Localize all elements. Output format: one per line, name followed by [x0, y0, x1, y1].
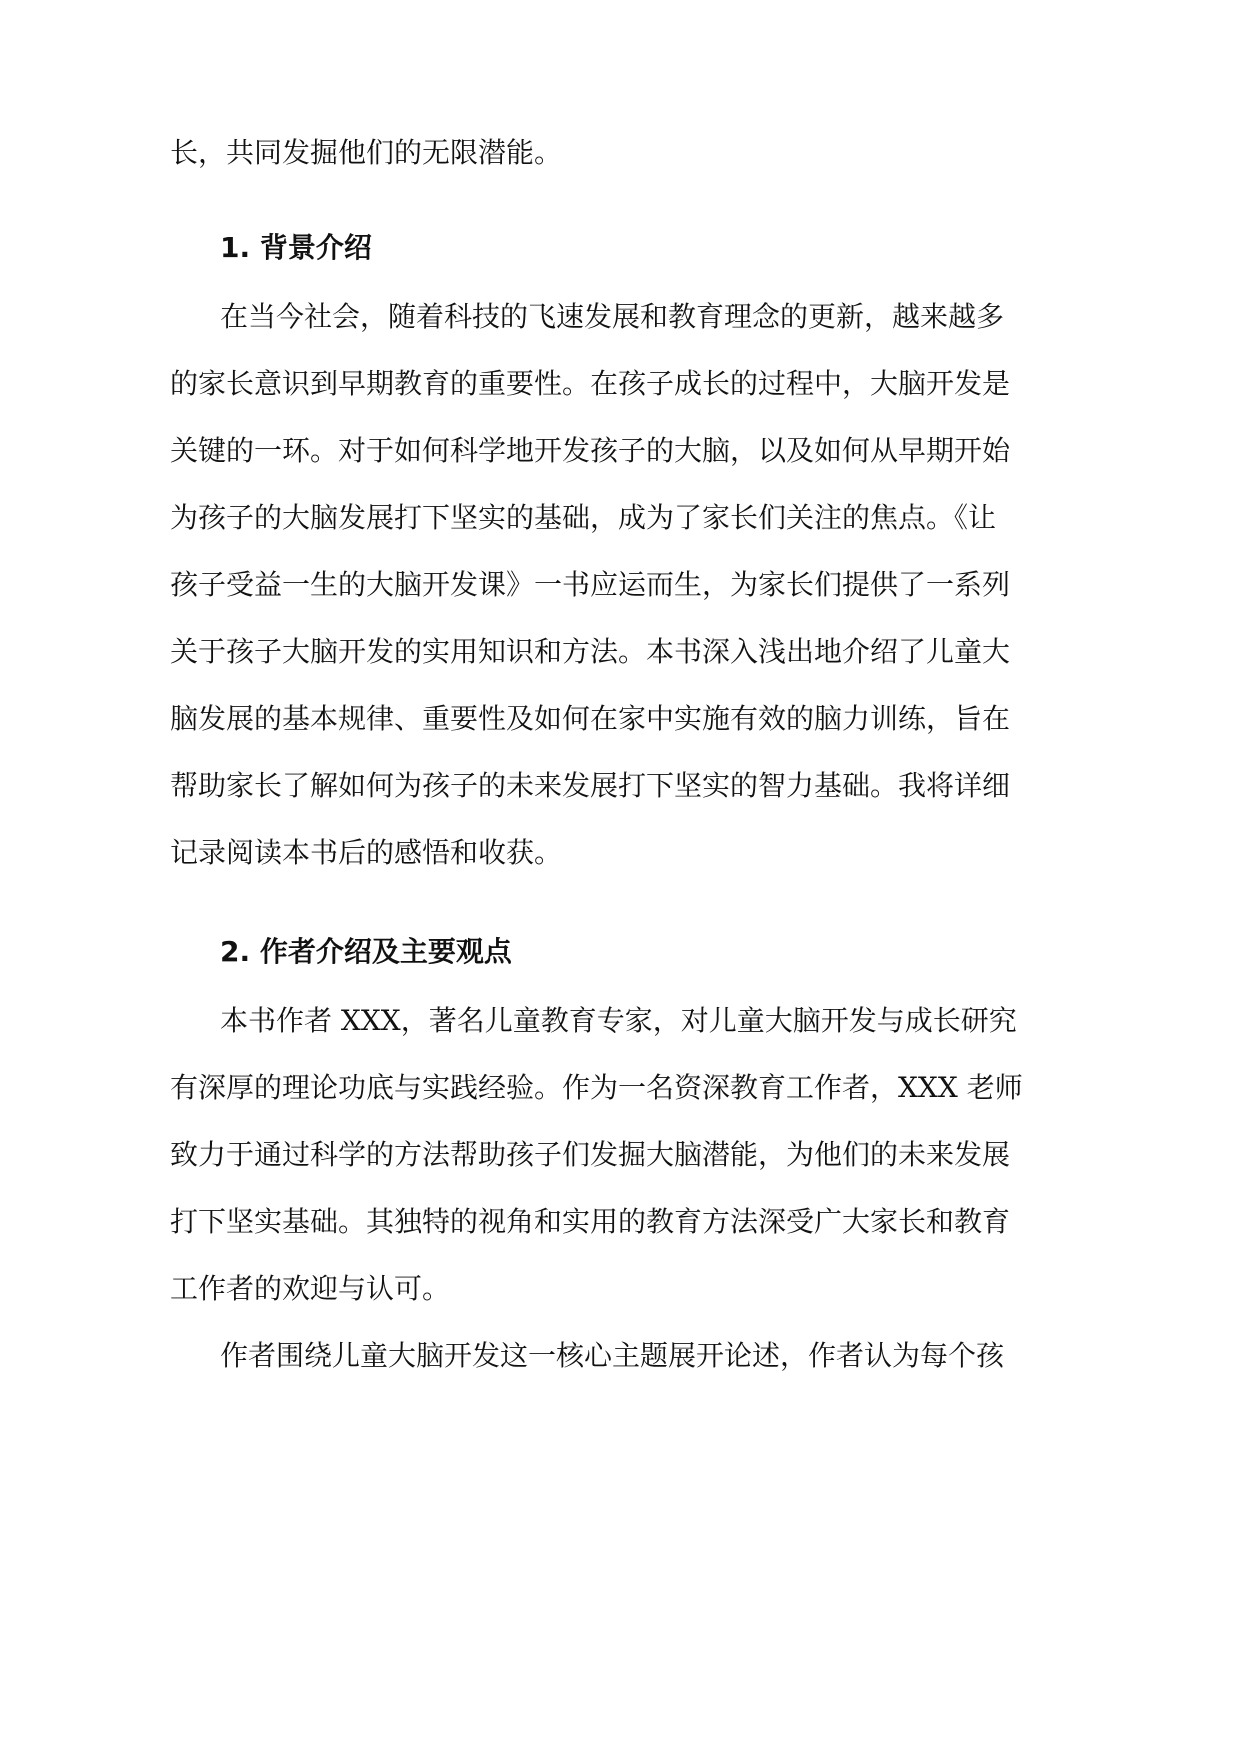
text-line: 致力于通过科学的方法帮助孩子们发掘大脑潜能，为他们的未来发展 [170, 1138, 1011, 1171]
text-line: 关于孩子大脑开发的实用知识和方法。本书深入浅出地介绍了儿童大 [170, 635, 1011, 668]
section-heading-author: 2. 作者介绍及主要观点 [220, 935, 512, 968]
text-line: 孩子受益一生的大脑开发课》一书应运而生，为家长们提供了一系列 [170, 568, 1011, 601]
text-line: 在当今社会，随着科技的飞速发展和教育理念的更新，越来越多 [220, 300, 1005, 333]
text-line: 记录阅读本书后的感悟和收获。 [170, 836, 563, 869]
continuation-line-1: 长，共同发掘他们的无限潜能。 [170, 136, 563, 169]
text-line: 打下坚实基础。其独特的视角和实用的教育方法深受广大家长和教育 [170, 1205, 1011, 1238]
text-line: 关键的一环。对于如何科学地开发孩子的大脑，以及如何从早期开始 [170, 434, 1011, 467]
text-line: 作者围绕儿童大脑开发这一核心主题展开论述，作者认为每个孩 [220, 1339, 1005, 1372]
text-line: 本书作者 XXX，著名儿童教育专家，对儿童大脑开发与成长研究 [220, 1004, 1017, 1037]
section-heading-background: 1. 背景介绍 [220, 231, 372, 264]
text-line: 脑发展的基本规律、重要性及如何在家中实施有效的脑力训练，旨在 [170, 702, 1011, 735]
text-line: 的家长意识到早期教育的重要性。在孩子成长的过程中，大脑开发是 [170, 367, 1011, 400]
text-line: 为孩子的大脑发展打下坚实的基础，成为了家长们关注的焦点。《让 [170, 501, 997, 534]
text-line: 帮助家长了解如何为孩子的未来发展打下坚实的智力基础。我将详细 [170, 769, 1011, 802]
text-line: 有深厚的理论功底与实践经验。作为一名资深教育工作者，XXX 老师 [170, 1071, 1023, 1104]
text-line: 工作者的欢迎与认可。 [170, 1272, 451, 1305]
